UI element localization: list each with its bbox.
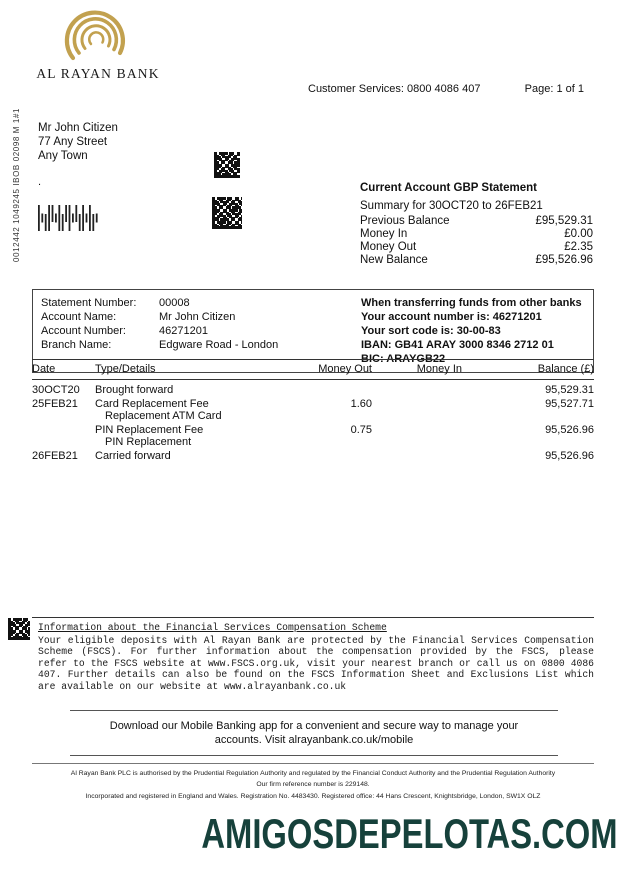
bank-name: AL RAYAN BANK	[36, 66, 160, 81]
txn-details	[95, 423, 305, 449]
fscs-qr-code-icon	[8, 618, 30, 640]
transfer-sort-code: Your sort code is: 30-00-83	[361, 325, 501, 337]
txn-details	[95, 397, 305, 423]
mail-barcode-icon	[38, 205, 100, 236]
summary-value: £95,526.96	[535, 254, 593, 266]
field-value: 00008	[159, 297, 190, 309]
summary-row	[360, 228, 593, 241]
footer-line-1: Al Rayan Bank PLC is authorised by the Prudential Regulation Authority and regulated by the Financial Conduct Authority and the Prudential Regulation Authority	[70, 770, 556, 777]
summary-label: Money Out	[360, 241, 417, 253]
transfer-account-number: Your account number is: 46271201	[361, 311, 542, 323]
summary-label: Money In	[360, 228, 408, 240]
transfer-title: When transferring funds from other banks	[361, 297, 582, 309]
txn-detail-line-1: Carried forward	[95, 450, 171, 462]
field-label: Account Name:	[41, 311, 117, 323]
watermark: AMIGOSDEPELOTAS.COM	[201, 810, 618, 857]
field-value: Mr John Citizen	[159, 311, 236, 323]
transfer-info	[361, 296, 582, 366]
transaction-row	[32, 397, 594, 423]
address-line-town: Any Town	[38, 150, 88, 162]
summary-value: £2.35	[564, 241, 593, 253]
al-rayan-bank-logo	[28, 8, 168, 82]
transaction-row	[32, 380, 594, 398]
transactions-header-row	[32, 360, 594, 380]
txn-date: 25FEB21	[32, 398, 78, 410]
summary-row	[360, 215, 593, 228]
recipient-address	[38, 121, 118, 163]
column-header-details: Type/Details	[95, 360, 305, 380]
transfer-bic: BIC: ARAYGB22	[361, 353, 446, 365]
transaction-row	[32, 423, 594, 449]
column-header-date: Date	[32, 360, 95, 380]
txn-balance: 95,526.96	[545, 450, 594, 462]
summary-row	[360, 254, 593, 267]
txn-money-in	[372, 449, 462, 463]
field-label: Branch Name:	[41, 339, 112, 351]
txn-detail-line-2: PIN Replacement	[105, 436, 192, 448]
customer-services-number: Customer Services: 0800 4086 407	[308, 83, 481, 95]
summary-row	[360, 241, 593, 254]
footer-line-3: Incorporated and registered in England and Wales. Registration No. 4483430. Registered office: 44 Hans Crescent, Knightsbridge, London, SW1X OLZ	[85, 793, 541, 800]
transactions-table	[32, 359, 594, 463]
txn-money-in	[372, 380, 462, 398]
statement-period: Summary for 30OCT20 to 26FEB21	[360, 200, 543, 212]
summary-value: £0.00	[564, 228, 593, 240]
txn-date: 30OCT20	[32, 384, 80, 396]
txn-money-out	[305, 380, 372, 398]
txn-money-out	[305, 449, 372, 463]
txn-date: 26FEB21	[32, 450, 78, 462]
txn-money-in	[372, 423, 462, 449]
summary-label: Previous Balance	[360, 215, 450, 227]
txn-detail-line-1: PIN Replacement Fee	[95, 424, 204, 436]
txn-date	[32, 423, 95, 449]
summary-label: New Balance	[360, 254, 428, 266]
transfer-iban: IBAN: GB41 ARAY 3000 8346 2712 01	[361, 339, 554, 351]
txn-details	[95, 449, 305, 463]
txn-money-out: 1.60	[350, 398, 372, 410]
column-header-money-out: Money Out	[305, 360, 372, 380]
fscs-section	[38, 622, 594, 693]
table-bottom-rule	[32, 617, 594, 618]
field-value: 46271201	[159, 325, 208, 337]
txn-details	[95, 380, 305, 398]
field-label: Account Number:	[41, 325, 126, 337]
statement-title: Current Account GBP Statement	[360, 182, 537, 194]
account-fields	[41, 296, 361, 366]
account-field-row	[41, 310, 361, 324]
account-field-row	[41, 324, 361, 338]
statement-summary	[360, 182, 593, 267]
side-reference-code: 0012442 1049245 IBOB 02098 M 1#1	[12, 108, 21, 262]
footer-line-2: Our firm reference number is 229148.	[256, 780, 370, 788]
datamatrix-code-icon	[214, 152, 240, 178]
punch-mark: .	[38, 176, 42, 188]
column-header-balance: Balance (£)	[462, 360, 594, 380]
txn-money-in	[372, 397, 462, 423]
address-line-street: 77 Any Street	[38, 136, 108, 148]
summary-value: £95,529.31	[535, 215, 593, 227]
txn-money-out: 0.75	[350, 424, 372, 436]
fscs-title: Information about the Financial Services Compensation Scheme	[38, 622, 387, 633]
account-field-row	[41, 338, 361, 352]
txn-detail-line-1: Brought forward	[95, 384, 174, 396]
txn-balance: 95,526.96	[545, 424, 594, 436]
mobile-banking-banner: Download our Mobile Banking app for a convenient and secure way to manage your accounts. Visit alrayanbank.co.uk/mobile	[70, 710, 558, 756]
address-line-name: Mr John Citizen	[38, 122, 118, 134]
field-value: Edgware Road - London	[159, 339, 279, 351]
column-header-money-in: Money In	[372, 360, 462, 380]
page-number: Page: 1 of 1	[524, 83, 584, 95]
fscs-body: Your eligible deposits with Al Rayan Bank are protected by the Financial Services Compensation Scheme (FSCS). For further information about the compensation provided by the FSCS, please refer to the FSCS website at www.FSCS.org.uk, visit your nearest branch or call us on 0800 4086 407. Further details can also be found on the FSCS Information Sheet and Exclusions List which are available on our website at www.alrayanbank.co.uk	[38, 634, 594, 692]
field-label: Statement Number:	[41, 297, 137, 309]
transaction-row	[32, 449, 594, 463]
account-field-row	[41, 296, 361, 310]
txn-detail-line-1: Card Replacement Fee	[95, 398, 209, 410]
al-rayan-arcs-icon	[28, 8, 168, 64]
txn-balance: 95,529.31	[545, 384, 594, 396]
txn-balance: 95,527.71	[545, 398, 594, 410]
datamatrix-code-icon	[212, 197, 242, 229]
txn-detail-line-2: Replacement ATM Card	[105, 410, 222, 422]
legal-footer	[32, 763, 594, 802]
